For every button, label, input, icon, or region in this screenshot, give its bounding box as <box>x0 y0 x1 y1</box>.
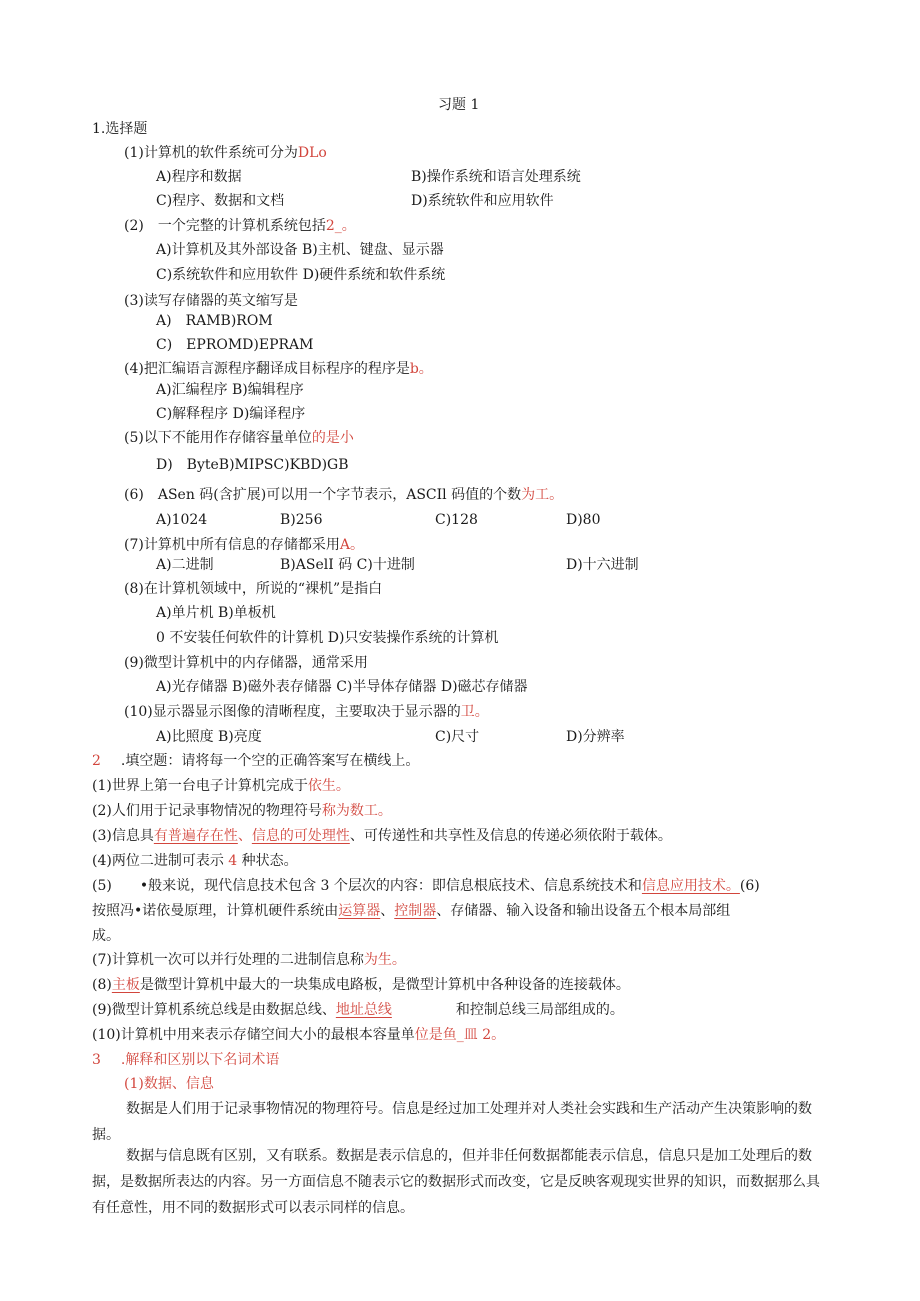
answer-annotation: 4 <box>228 853 238 869</box>
answer-annotation: 依生。 <box>307 778 350 794</box>
fill-6: 按照冯•诺依曼原理，计算机硬件系统由运算器、控制器、存储器、输入设备和输出设备五个根本局部组 <box>92 903 731 919</box>
options-line: A)单片机 B)单板机 <box>156 605 276 621</box>
option-c: C)128 <box>435 512 478 528</box>
answer-annotation: 为生。 <box>363 952 406 968</box>
fill-4: (4)两位二进制可表示 4 种状态。 <box>92 853 298 869</box>
option-c: C)程序、数据和文档 <box>156 193 285 209</box>
section-heading-explain: 3 .解释和区别以下名词术语 <box>92 1052 280 1068</box>
fill-7: (7)计算机一次可以并行处理的二进制信息称为生。 <box>92 952 406 968</box>
answer-annotation: 卫。 <box>460 704 489 720</box>
question-5: (5)以下不能用作存储容量单位的是小 <box>124 430 354 446</box>
fill-9: (9)微型计算机系统总线是由数据总线、地址总线 和控制总线三局部组成的。 <box>92 1002 624 1018</box>
fill-10: (10)计算机中用来表示存储空间大小的最根本容量单位是鱼_皿 2。 <box>92 1027 506 1043</box>
option-a: A)二进制 <box>156 557 214 573</box>
options-line: A)光存储器 B)磁外表存储器 C)半导体存储器 D)磁芯存储器 <box>156 679 528 695</box>
question-9: (9)微型计算机中的内存储器，通常采用 <box>124 655 368 671</box>
option-ab: A)比照度 B)亮度 <box>156 729 262 745</box>
fill-8: (8)主板是微型计算机中最大的一块集成电路板，是微型计算机中各种设备的连接载体。 <box>92 977 630 993</box>
question-6: (6) ASen 码(含扩展)可以用一个字节表示，ASCIl 码值的个数为工。 <box>124 487 564 503</box>
answer-annotation: 的是小 <box>311 430 354 446</box>
answer-annotation: 称为数工。 <box>321 803 392 819</box>
fill-1: (1)世界上第一台电子计算机完成于依生。 <box>92 778 350 794</box>
paragraph: 数据与信息既有区别，又有联系。数据是表示信息的，但并非任何数据都能表示信息，信息只是加工处理后的数据，是数据所表达的内容。另一方面信息不随表示它的数据形式而改变，它是反映客观现实世界的知识，而数据那么具有任意性，用不同的数据形式可以表示同样的信息。 <box>92 1148 820 1216</box>
answer-annotation: A。 <box>339 537 364 553</box>
answer-annotation: DLo <box>297 145 327 161</box>
option-a: A)1024 <box>156 512 208 528</box>
answer-annotation: 有普遍存在性 <box>153 828 238 844</box>
answer-annotation: 控制器 <box>394 903 437 919</box>
option-d: D)系统软件和应用软件 <box>411 193 554 209</box>
answer-annotation: b。 <box>409 361 433 377</box>
option-d: D)分辨率 <box>566 729 625 745</box>
option-a: A)程序和数据 <box>156 169 242 185</box>
section-heading-choice: 1.选择题 <box>92 121 148 137</box>
options-line: A)计算机及其外部设备 B)主机、键盘、显示器 <box>156 242 444 258</box>
question-4: (4)把汇编语言源程序翻译成目标程序的程序是b。 <box>124 361 433 377</box>
answer-annotation: 位是鱼_皿 2。 <box>414 1027 506 1043</box>
page-title: 习题 1 <box>438 97 480 113</box>
question-10: (10)显示器显示图像的清晰程度，主要取决于显示器的卫。 <box>124 704 489 720</box>
fill-2: (2)人们用于记录事物情况的物理符号称为数工。 <box>92 803 392 819</box>
section-number: 3 <box>92 1052 101 1068</box>
options-line: C)系统软件和应用软件 D)硬件系统和软件系统 <box>156 267 446 283</box>
options-line: C)解释程序 D)编译程序 <box>156 406 306 422</box>
question-3: (3)读写存储器的英文缩写是 <box>124 293 298 309</box>
options-line: A)汇编程序 B)编辑程序 <box>156 382 304 398</box>
option-b: B)256 <box>280 512 323 528</box>
options-line: D) ByteB)MIPSC)KBD)GB <box>156 457 349 473</box>
answer-annotation: 信息应用技术。 <box>641 878 740 894</box>
fill-3: (3)信息具有普遍存在性、信息的可处理性、可传递性和共享性及信息的传递必须依附于载体。 <box>92 828 672 844</box>
question-2: (2) 一个完整的计算机系统包括2_。 <box>124 218 356 234</box>
answer-annotation: 主板 <box>111 977 140 993</box>
options-line: C) EPROMD)EPRAM <box>156 337 314 353</box>
answer-annotation: 信息的可处理性 <box>251 828 350 844</box>
fill-5: (5) •般来说，现代信息技术包含 3 个层次的内容：即信息根底技术、信息系统技术和信息应用技术。(6) <box>92 878 760 894</box>
option-b: B)操作系统和语言处理系统 <box>411 169 581 185</box>
option-d: D)十六进制 <box>566 557 639 573</box>
answer-annotation: 为工。 <box>521 487 564 503</box>
subsection-title: (1)数据、信息 <box>124 1076 214 1092</box>
section-number: 2 <box>92 753 101 769</box>
fill-6-continued: 成。 <box>92 928 120 944</box>
answer-annotation: 地址总线 <box>335 1002 392 1018</box>
answer-annotation: 运算器 <box>338 903 381 919</box>
question-7: (7)计算机中所有信息的存储都采用A。 <box>124 537 364 553</box>
option-c: C)尺寸 <box>435 729 480 745</box>
answer-annotation: 2_。 <box>325 218 356 234</box>
paragraph: 数据是人们用于记录事物情况的物理符号。信息是经过加工处理并对人类社会实践和生产活动产生决策影响的数据。 <box>92 1101 812 1143</box>
option-d: D)80 <box>566 512 601 528</box>
question-8: (8)在计算机领域中，所说的“裸机”是指白 <box>124 581 383 597</box>
section-heading-fill: 2 .填空题：请将每一个空的正确答案写在横线上。 <box>92 753 420 769</box>
option-bc: B)ASelI 码 C)十进制 <box>280 557 415 573</box>
options-line: 0 不安装任何软件的计算机 D)只安装操作系统的计算机 <box>156 630 499 646</box>
options-line: A) RAMB)ROM <box>156 313 273 329</box>
question-1: (1)计算机的软件系统可分为DLo <box>124 145 327 161</box>
